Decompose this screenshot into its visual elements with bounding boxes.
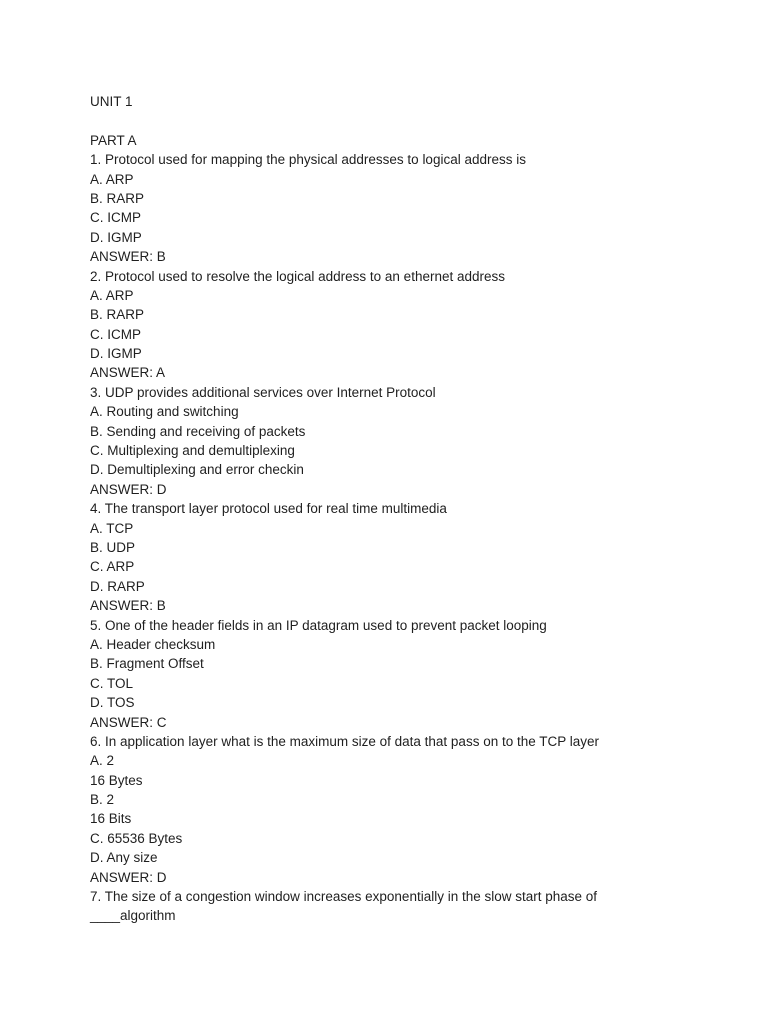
question-block-6 [90,732,730,887]
option: B. 2 [90,792,115,808]
question-text: 5. One of the header fields in an IP datagram used to prevent packet looping [90,617,547,633]
option: D. IGMP [90,229,142,245]
option: D. TOS [90,695,135,711]
spacer [90,111,730,130]
answer: ANSWER: C [90,714,167,730]
option: C. ARP [90,559,135,575]
option: C. 65536 Bytes [90,830,183,846]
option: C. TOL [90,675,134,691]
option: B. Sending and receiving of packets [90,423,306,439]
option: B. UDP [90,539,136,555]
question-block-3 [90,383,730,499]
option: A. ARP [90,287,134,303]
option: C. ICMP [90,210,142,226]
part-title: PART A [90,132,137,148]
option: D. Demultiplexing and error checkin [90,462,304,478]
option: A. 2 [90,753,115,769]
question-text-continuation: ____algorithm [90,908,176,924]
option: B. Fragment Offset [90,656,204,672]
question-text: 4. The transport layer protocol used for real time multimedia [90,501,447,517]
question-block-5 [90,616,730,732]
option: A. TCP [90,520,134,536]
option: A. Header checksum [90,636,216,652]
question-text: 2. Protocol used to resolve the logical address to an ethernet address [90,268,505,284]
question-block-7 [90,887,730,926]
answer: ANSWER: B [90,598,166,614]
option-continuation: 16 Bytes [90,772,143,788]
answer: ANSWER: A [90,365,166,381]
option: D. Any size [90,850,158,866]
answer: ANSWER: D [90,481,167,497]
option: B. RARP [90,307,145,323]
option: D. IGMP [90,346,142,362]
question-text: 1. Protocol used for mapping the physical addresses to logical address is [90,152,526,168]
document-content [90,92,730,926]
option: C. Multiplexing and demultiplexing [90,443,295,459]
question-text: 3. UDP provides additional services over Internet Protocol [90,384,436,400]
unit-title: UNIT 1 [90,94,133,109]
option: C. ICMP [90,326,142,342]
question-text: 6. In application layer what is the maximum size of data that pass on to the TCP layer [90,733,600,749]
question-block-2 [90,267,730,383]
option: B. RARP [90,190,145,206]
option: D. RARP [90,578,145,594]
answer: ANSWER: B [90,249,166,265]
question-block-1 [90,150,730,266]
option: A. Routing and switching [90,404,239,420]
option-continuation: 16 Bits [90,811,132,827]
answer: ANSWER: D [90,869,167,885]
question-block-4 [90,499,730,615]
option: A. ARP [90,171,134,187]
question-text: 7. The size of a congestion window increases exponentially in the slow start phase of [90,889,598,905]
